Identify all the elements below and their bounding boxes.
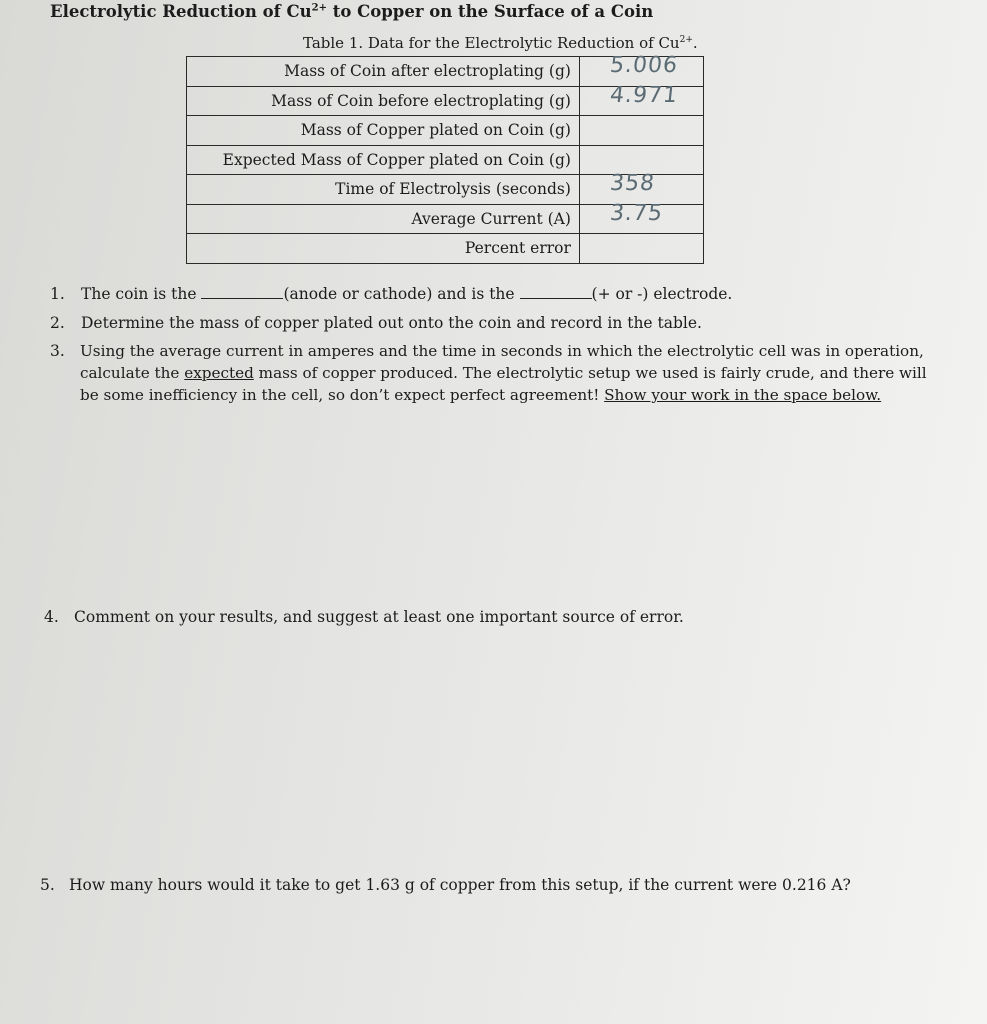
question-3-line2 bbox=[80, 362, 960, 384]
question-number: 5. bbox=[40, 876, 55, 894]
question-text bbox=[81, 283, 732, 305]
question-5 bbox=[40, 874, 960, 898]
handwritten-value: 4.971 bbox=[608, 82, 680, 108]
table-row bbox=[187, 204, 704, 234]
row-value-cell[interactable] bbox=[579, 82, 703, 116]
line2-text: calculate the bbox=[80, 364, 185, 382]
handwritten-value: 3.75 bbox=[608, 200, 665, 226]
row-label: Expected Mass of Copper plated on Coin (g) bbox=[187, 145, 580, 175]
caption-text: Table 1. Data for the Electrolytic Reduction of Cu bbox=[303, 34, 680, 52]
row-label: Mass of Coin before electroplating (g) bbox=[187, 86, 580, 116]
row-value-cell[interactable] bbox=[579, 234, 703, 264]
handwritten-value: 358 bbox=[608, 171, 657, 196]
question-3-line1: Using the average current in amperes and the time in seconds in which the electrolytic cell was in operation, bbox=[80, 342, 924, 360]
underlined-show-work: Show your work in the space below. bbox=[604, 386, 882, 404]
table-row bbox=[187, 86, 704, 116]
question-text: How many hours would it take to get 1.63 g of copper from this setup, if the current were 0.216 A? bbox=[69, 876, 851, 894]
table-caption bbox=[303, 34, 698, 52]
row-value-cell[interactable] bbox=[579, 116, 703, 146]
title-text: Electrolytic Reduction of Cu bbox=[50, 2, 312, 21]
question-number: 2. bbox=[50, 314, 65, 332]
line2-text-end: mass of copper produced. The electrolytic setup we used is fairly crude, and there will bbox=[253, 364, 927, 382]
row-label: Average Current (A) bbox=[187, 204, 580, 234]
title-text-end: to Copper on the Surface of a Coin bbox=[327, 2, 654, 21]
question-3 bbox=[50, 340, 960, 410]
underlined-expected: expected bbox=[184, 364, 254, 382]
row-label: Time of Electrolysis (seconds) bbox=[187, 175, 580, 205]
row-value-cell[interactable] bbox=[579, 53, 703, 87]
answer-blank-anode-cathode[interactable] bbox=[201, 284, 283, 299]
question-1-part2: (anode or cathode) and is the bbox=[283, 285, 515, 303]
caption-period: . bbox=[692, 34, 698, 52]
question-number: 1. bbox=[50, 285, 65, 303]
question-1-part1: The coin is the bbox=[81, 285, 197, 303]
row-label: Mass of Coin after electroplating (g) bbox=[187, 57, 580, 87]
row-value-cell[interactable] bbox=[579, 171, 703, 205]
row-value-cell[interactable] bbox=[579, 200, 703, 234]
question-number: 3. bbox=[50, 342, 65, 360]
table-row bbox=[187, 234, 704, 264]
worksheet-title bbox=[50, 2, 653, 21]
line3-text: be some inefficiency in the cell, so don’t expect perfect agreement! bbox=[80, 386, 605, 404]
answer-blank-sign[interactable] bbox=[520, 284, 592, 299]
title-superscript: 2+ bbox=[311, 2, 327, 14]
question-2 bbox=[50, 312, 950, 336]
table-row bbox=[187, 57, 704, 87]
question-text bbox=[80, 340, 960, 406]
question-text: Comment on your results, and suggest at least one important source of error. bbox=[74, 608, 684, 626]
question-text: Determine the mass of copper plated out onto the coin and record in the table. bbox=[81, 314, 702, 332]
table-row bbox=[187, 116, 704, 146]
row-label: Mass of Copper plated on Coin (g) bbox=[187, 116, 580, 146]
table-row bbox=[187, 175, 704, 205]
caption-superscript: 2+ bbox=[679, 35, 693, 45]
row-label: Percent error bbox=[187, 234, 580, 264]
question-number: 4. bbox=[44, 608, 59, 626]
data-table bbox=[186, 53, 704, 264]
question-3-line3 bbox=[80, 384, 960, 406]
question-1 bbox=[50, 283, 950, 307]
question-4 bbox=[44, 606, 944, 630]
handwritten-value: 5.006 bbox=[608, 53, 680, 78]
question-1-part3: (+ or -) electrode. bbox=[591, 285, 733, 303]
